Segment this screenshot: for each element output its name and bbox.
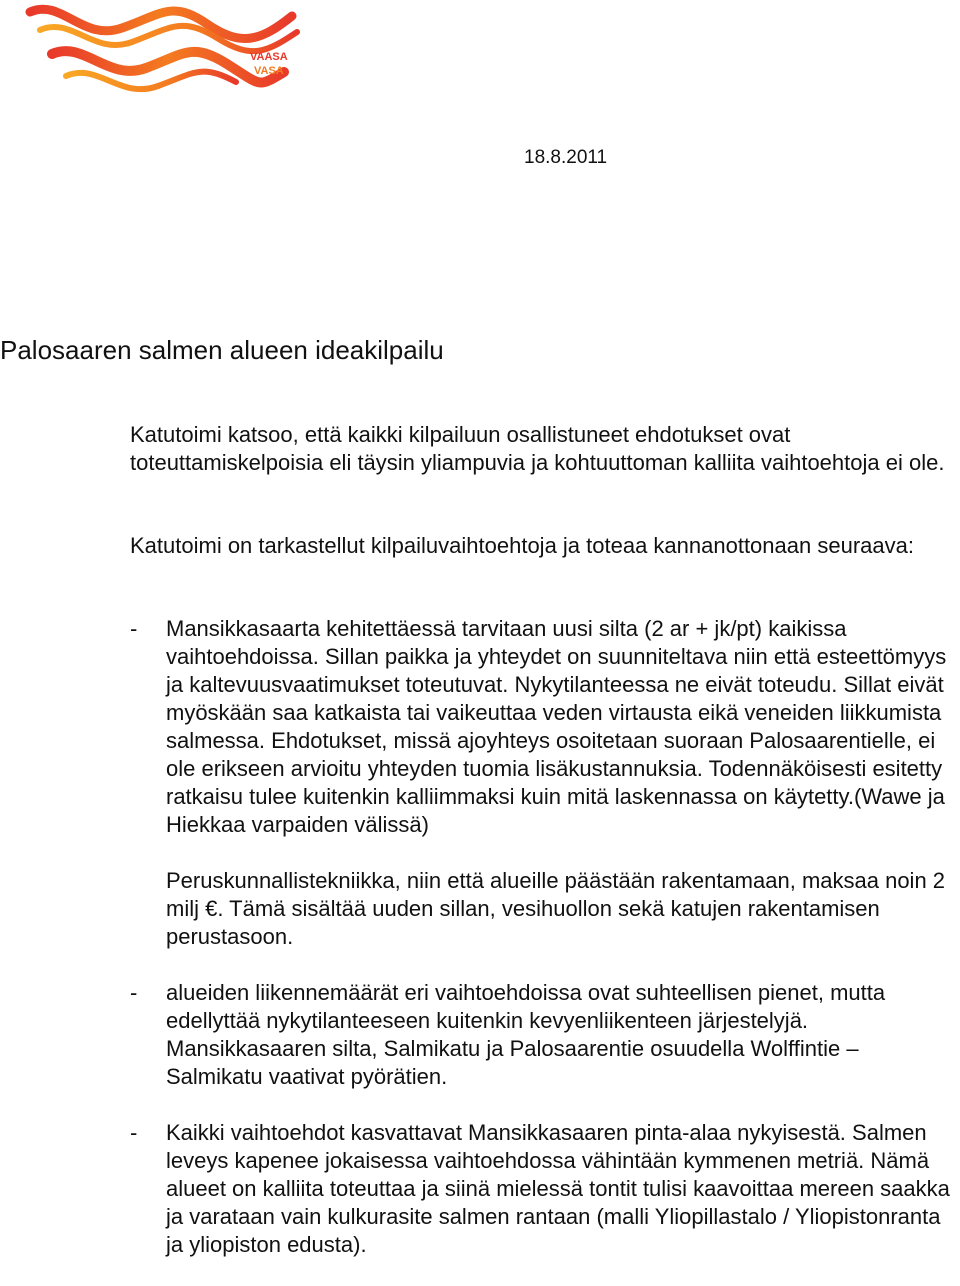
paragraph-intro: Katutoimi katsoo, että kaikki kilpailuun osallistuneet ehdotukset ovat toteuttamiskelpoisia eli täysin yliampuvia ja kohtuuttoman kalliita vaihtoehtoja ei ole. xyxy=(130,422,945,475)
list-item-text: Kaikki vaihtoehdot kasvattavat Mansikkasaaren pinta-alaa nykyisestä. Salmen leveys kapenee jokaisessa vaihtoehdossa vähintään kymmenen metriä. Nämä alueet on kalliita toteuttaa ja siinä mielessä tontit tulisi kaavoittaa mereen saakka ja varataan vain kulkurasite salmen rantaan (malli Yliopillastalo / Yliopistonranta ja yliopiston edusta). xyxy=(166,1120,950,1257)
list-item xyxy=(130,615,960,951)
logo-text-vaasa: VAASA xyxy=(250,51,288,63)
document-date: 18.8.2011 xyxy=(524,147,608,168)
document-title: Palosaaren salmen alueen ideakilpailu xyxy=(0,335,444,365)
statement-list xyxy=(130,615,960,1259)
list-item xyxy=(130,1119,960,1259)
logo-text-vasa: VASA xyxy=(254,65,284,77)
list-dash: - xyxy=(130,980,138,1005)
list-item-subparagraph: Peruskunnallistekniikka, niin että alueille päästään rakentamaan, maksaa noin 2 milj €. Tämä sisältää uuden sillan, vesihuollon sekä katujen rakentamisen perustasoon. xyxy=(166,868,946,949)
paragraph-statement: Katutoimi on tarkastellut kilpailuvaihtoehtoja ja toteaa kannanottonaan seuraava: xyxy=(130,533,914,558)
logo-waves xyxy=(30,9,297,89)
list-dash: - xyxy=(130,616,138,641)
list-item-text: Mansikkasaarta kehitettäessä tarvitaan uusi silta (2 ar + jk/pt) kaikissa vaihtoehdoissa. Sillan paikka ja yhteydet on suunniteltava niin että esteettömyys ja kaltevuusvaatimukset toteutuvat. Nykytilanteessa ne eivät toteudu. Sillat eivät myöskään saa katkaista tai vaikeuttaa veden virtausta eikä veneiden liikkumista salmessa. Ehdotukset, missä ajoyhteys osoitetaan suoraan Palosaarentielle, ei ole erikseen arvioitu yhteyden tuomia lisäkustannuksia. Todennäköisesti esitetty ratkaisu tulee kuitenkin kalliimmaksi kuin mitä laskennassa on käytetty.(Wawe ja Hiekkaa varpaiden välissä) xyxy=(166,616,947,837)
list-dash: - xyxy=(130,1120,138,1145)
list-item-text: alueiden liikennemäärät eri vaihtoehdoissa ovat suhteellisen pienet, mutta edellyttää nykytilanteeseen kuitenkin kevyenliikenteen järjestelyjä. Mansikkasaaren silta, Salmikatu ja Palosaarentie osuudella Wolffintie – Salmikatu vaativat pyörätien. xyxy=(166,980,886,1089)
list-item xyxy=(130,979,960,1091)
vaasa-logo xyxy=(22,2,312,100)
